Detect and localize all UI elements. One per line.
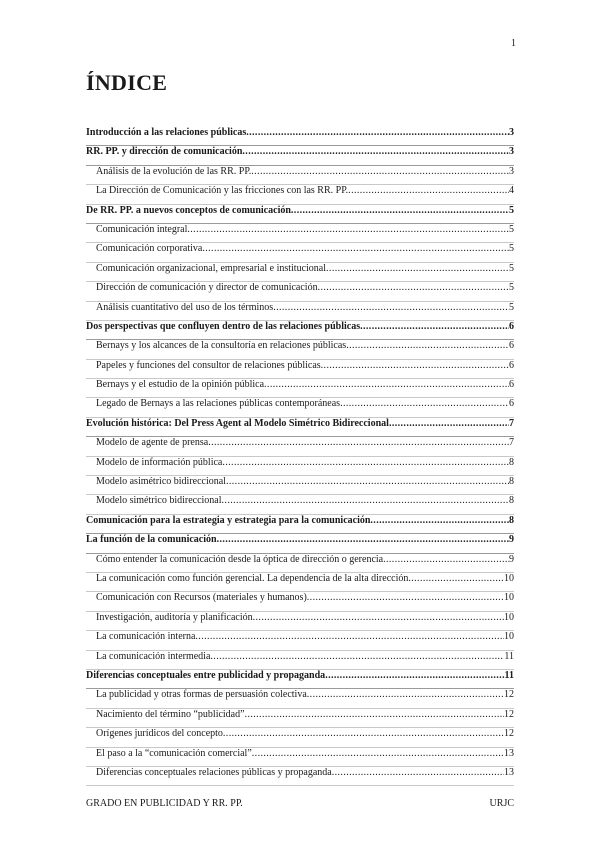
toc-leader-dots <box>307 592 504 603</box>
toc-entry-title: Comunicación para la estrategia y estrategia para la comunicación <box>86 514 371 526</box>
toc-leader-dots <box>340 398 509 409</box>
toc-section-link[interactable] <box>86 321 514 340</box>
toc-entry-page: 7 <box>509 417 514 429</box>
toc-entry-title: La función de la comunicación <box>86 534 217 546</box>
toc-entry-page: 3 <box>509 146 514 158</box>
toc-leader-dots <box>408 573 504 584</box>
toc-subsection-link[interactable] <box>86 398 514 417</box>
toc-entry-page: 5 <box>509 243 514 255</box>
toc-entry-page: 6 <box>509 398 514 410</box>
toc-leader-dots <box>264 379 509 390</box>
toc-entry-page: 5 <box>509 301 514 313</box>
toc-entry-title: El paso a la “comunicación comercial” <box>96 747 252 759</box>
toc-entry-page: 12 <box>504 728 514 740</box>
toc-leader-dots <box>222 495 509 506</box>
toc-subsection-link[interactable] <box>86 728 514 747</box>
toc-entry-title: Evolución histórica: Del Press Agent al Modelo Simétrico Bidireccional <box>86 417 389 429</box>
toc-entry-title: Análisis de la evolución de las RR. PP. <box>96 165 252 177</box>
toc-entry-title: Bernays y el estudio de la opinión pública <box>96 379 265 391</box>
toc-entry-page: 5 <box>509 204 514 216</box>
toc-entry-page: 8 <box>509 514 514 526</box>
toc-subsection-link[interactable] <box>86 302 514 321</box>
toc-entry-title: Análisis cuantitativo del uso de los términos <box>96 301 274 313</box>
toc-leader-dots <box>208 437 509 448</box>
toc-subsection-link[interactable] <box>86 185 514 204</box>
toc-entry-page: 10 <box>504 631 514 643</box>
toc-entry-page: 9 <box>509 534 514 546</box>
toc-entry-page: 6 <box>509 379 514 391</box>
toc-leader-dots <box>202 243 509 254</box>
toc-subsection-link[interactable] <box>86 282 514 301</box>
toc-subsection-link[interactable] <box>86 631 514 650</box>
toc-subsection-link[interactable] <box>86 457 514 476</box>
toc-subsection-link[interactable] <box>86 709 514 728</box>
toc-entry-page: 8 <box>509 495 514 507</box>
toc-subsection-link[interactable] <box>86 476 514 495</box>
toc-leader-dots <box>346 340 509 351</box>
toc-entry-title: Comunicación con Recursos (materiales y humanos) <box>96 592 307 604</box>
toc-section-link[interactable] <box>86 534 514 553</box>
toc-section-link[interactable] <box>86 127 514 146</box>
toc-subsection-link[interactable] <box>86 495 514 514</box>
toc-section-link[interactable] <box>86 670 514 689</box>
toc-entry-page: 13 <box>504 747 514 759</box>
toc-entry-title: Diferencias conceptuales entre publicidad y propaganda <box>86 669 326 681</box>
toc-subsection-link[interactable] <box>86 166 514 185</box>
toc-subsection-link[interactable] <box>86 340 514 359</box>
toc-entry-title: De RR. PP. a nuevos conceptos de comunicación <box>86 204 291 216</box>
toc-leader-dots <box>370 515 509 526</box>
toc-entry-page: 8 <box>509 476 514 488</box>
page-title: ÍNDICE <box>86 70 168 95</box>
toc-leader-dots <box>383 554 509 565</box>
toc-entry-title: La comunicación interna <box>96 631 196 643</box>
toc-entry-page: 4 <box>509 185 514 197</box>
toc-leader-dots <box>348 185 509 196</box>
toc-leader-dots <box>246 127 509 138</box>
toc-section-link[interactable] <box>86 515 514 534</box>
toc-entry-title: La comunicación como función gerencial. La dependencia de la alta dirección <box>96 572 409 584</box>
toc-leader-dots <box>307 689 504 700</box>
toc-subsection-link[interactable] <box>86 379 514 398</box>
page-number: 1 <box>511 38 516 49</box>
toc-leader-dots <box>226 476 509 487</box>
toc-entry-title: Modelo simétrico bidireccional <box>96 495 222 507</box>
toc-entry-page: 5 <box>509 262 514 274</box>
toc-leader-dots <box>389 418 509 429</box>
toc-leader-dots <box>217 534 509 545</box>
toc-section-link[interactable] <box>86 146 514 165</box>
toc-entry-title: Bernays y los alcances de la consultoría en relaciones públicas <box>96 340 347 352</box>
toc-entry-page: 10 <box>504 592 514 604</box>
toc-entry-title: Cómo entender la comunicación desde la óptica de dirección o gerencia <box>96 553 384 565</box>
toc-subsection-link[interactable] <box>86 651 514 670</box>
toc-leader-dots <box>325 670 504 681</box>
toc-subsection-link[interactable] <box>86 263 514 282</box>
toc-entry-page: 9 <box>509 553 514 565</box>
toc-entry-page: 6 <box>509 320 514 332</box>
toc-subsection-link[interactable] <box>86 573 514 592</box>
toc-leader-dots <box>360 321 509 332</box>
toc-subsection-link[interactable] <box>86 612 514 631</box>
toc-subsection-link[interactable] <box>86 592 514 611</box>
toc-entry-title: RR. PP. y dirección de comunicación <box>86 146 243 158</box>
toc-entry-title: Modelo de agente de prensa <box>96 437 209 449</box>
toc-entry-title: Papeles y funciones del consultor de relaciones públicas <box>96 359 321 371</box>
toc-entry-page: 13 <box>504 766 514 778</box>
toc-leader-dots <box>242 146 509 157</box>
toc-entry-page: 10 <box>504 572 514 584</box>
toc-entry-title: Orígenes jurídicos del concepto <box>96 728 223 740</box>
toc-entry-page: 6 <box>509 359 514 371</box>
toc-leader-dots <box>253 612 504 623</box>
toc-entry-title: Modelo asimétrico bidireccional <box>96 476 226 488</box>
toc-entry-page: 12 <box>504 689 514 701</box>
toc-entry-page: 5 <box>509 282 514 294</box>
toc-leader-dots <box>210 651 504 662</box>
toc-entry-page: 3 <box>509 165 514 177</box>
toc-section-link[interactable] <box>86 205 514 224</box>
toc-section-link[interactable] <box>86 418 514 437</box>
toc-leader-dots <box>251 166 509 177</box>
toc-entry-title: Nacimiento del término “publicidad” <box>96 708 245 720</box>
toc-entry-title: Introducción a las relaciones públicas <box>86 127 247 138</box>
toc-entry-title: Dos perspectivas que confluyen dentro de las relaciones públicas <box>86 320 361 332</box>
toc-subsection-link[interactable] <box>86 437 514 456</box>
toc-entry-title: La comunicación intermedia <box>96 650 211 662</box>
toc-entry-page: 11 <box>504 669 514 681</box>
toc-subsection-link[interactable] <box>86 689 514 708</box>
toc-leader-dots <box>223 728 504 739</box>
toc-entry-page: 11 <box>504 650 514 662</box>
toc-entry-title: La Dirección de Comunicación y las fricciones con las RR. PP. <box>96 185 349 197</box>
toc-entry-page: 12 <box>504 708 514 720</box>
toc-subsection-link[interactable] <box>86 243 514 262</box>
toc-entry-title: Comunicación corporativa <box>96 243 203 255</box>
toc-leader-dots <box>222 457 509 468</box>
toc-entry-page: 3 <box>509 127 514 138</box>
toc-leader-dots <box>318 282 509 293</box>
toc-entry-title: Legado de Bernays a las relaciones públicas contemporáneas <box>96 398 341 410</box>
toc-leader-dots <box>291 205 509 216</box>
toc-entry-title: Comunicación organizacional, empresarial e institucional <box>96 262 327 274</box>
toc-entry-title: Investigación, auditoría y planificación <box>96 611 253 623</box>
toc-leader-dots <box>326 263 509 274</box>
toc-entry-title: La publicidad y otras formas de persuasión colectiva <box>96 689 307 701</box>
toc-subsection-link[interactable] <box>86 224 514 243</box>
toc-entry-page: 7 <box>509 437 514 449</box>
toc-entry-title: Dirección de comunicación y director de comunicación <box>96 282 318 294</box>
toc-entry-page: 6 <box>509 340 514 352</box>
toc-subsection-link[interactable] <box>86 360 514 379</box>
toc-entry-page: 8 <box>509 456 514 468</box>
toc-entry-title: Comunicación integral <box>96 223 188 235</box>
toc-entry-page: 10 <box>504 611 514 623</box>
toc-leader-dots <box>332 767 504 778</box>
toc-leader-dots <box>187 224 509 235</box>
footer-degree: GRADO EN PUBLICIDAD Y RR. PP. <box>86 798 243 809</box>
toc-leader-dots <box>321 360 509 371</box>
toc-leader-dots <box>195 631 504 642</box>
toc-entry-title: Diferencias conceptuales relaciones públicas y propaganda <box>96 766 332 778</box>
toc-leader-dots <box>245 709 504 720</box>
toc-subsection-link[interactable] <box>86 767 514 786</box>
table-of-contents <box>86 127 514 786</box>
toc-leader-dots <box>273 302 509 313</box>
toc-subsection-link[interactable] <box>86 554 514 573</box>
toc-entry-title: Modelo de información pública <box>96 456 223 468</box>
toc-leader-dots <box>252 748 504 759</box>
footer-university: URJC <box>489 798 514 809</box>
toc-subsection-link[interactable] <box>86 748 514 767</box>
toc-entry-page: 5 <box>509 223 514 235</box>
